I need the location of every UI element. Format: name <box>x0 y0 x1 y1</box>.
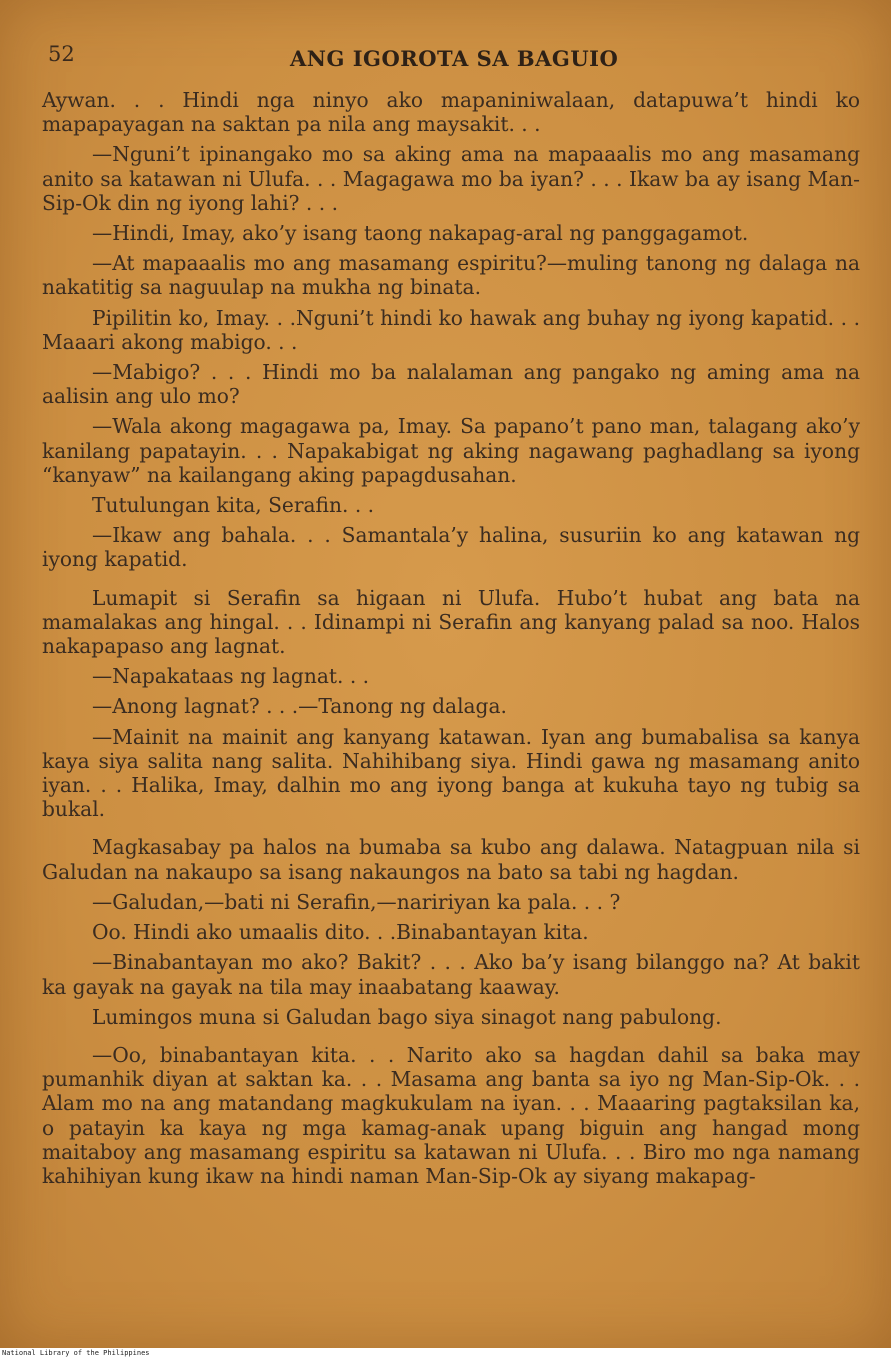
paragraph: —Mabigo? . . . Hindi mo ba nalalaman ang pangako ng aming ama na aalisin ang ulo mo? <box>42 360 860 409</box>
paragraph: —Wala akong magagawa pa, Imay. Sa papano’t pano man, talagang ako’y kanilang papatayin. . . Napakabigat ng aking nagawang paghadlang sa iyong “kanyaw” na kailangang aking papagdusahan. <box>42 414 860 487</box>
paragraph: —Hindi, Imay, ako’y isang taong nakapag-aral ng panggagamot. <box>92 221 749 246</box>
paragraph: Tutulungan kita, Serafin. . . <box>92 493 375 518</box>
paragraph: —Nguni’t ipinangako mo sa aking ama na mapaaalis mo ang masamang anito sa katawan ni Ulufa. . . Magagawa mo ba iyan? . . . Ikaw ba ay isang Man-Sip-Ok din ng iyong lahi? . . . <box>42 142 860 215</box>
paragraph: Magkasabay pa halos na bumaba sa kubo ang dalawa. Natagpuan nila si Galudan na nakaupo sa isang nakaungos na bato sa tabi ng hagdan. <box>42 835 860 884</box>
paragraph: Pipilitin ko, Imay. . .Nguni’t hindi ko hawak ang buhay ng iyong kapatid. . . Maaari akong mabigo. . . <box>42 305 860 354</box>
paragraph: —Anong lagnat? . . .—Tanong ng dalaga. <box>92 694 507 719</box>
library-credit: National Library of the Philippines <box>2 1349 150 1357</box>
page-number: 52 <box>48 42 75 66</box>
running-head: ANG IGOROTA SA BAGUIO <box>290 46 619 71</box>
footer-strip <box>0 1349 891 1358</box>
paragraph: —Napakataas ng lagnat. . . <box>92 664 370 689</box>
paragraph: Aywan. . . Hindi nga ninyo ako mapaniniwalaan, datapuwa’t hindi ko mapapayagan na saktan pa nila ang maysakit. . . <box>42 88 860 137</box>
paragraph: —Ikaw ang bahala. . . Samantala’y halina, susuriin ko ang katawan ng iyong kapatid. <box>42 523 860 572</box>
paragraph: —Binabantayan mo ako? Bakit? . . . Ako ba’y isang bilanggo na? At bakit ka gayak na gayak na tila may inaabatang kaaway. <box>42 950 860 999</box>
body-text <box>42 88 860 1194</box>
paragraph: —Mainit na mainit ang kanyang katawan. Iyan ang bumabalisa sa kanya kaya siya salita nang salita. Nahihibang siya. Hindi gawa ng masamang anito iyan. . . Halika, Imay, dalhin mo ang iyong banga at kukuha tayo ng tubig sa bukal. <box>42 724 860 822</box>
paragraph: Lumingos muna si Galudan bago siya sinagot nang pabulong. <box>92 1004 722 1029</box>
paragraph: —Galudan,—bati ni Serafin,—naririyan ka pala. . . ? <box>92 889 621 914</box>
paragraph: —At mapaaalis mo ang masamang espiritu?—muling tanong ng dalaga na nakatitig sa naguulap na mukha ng binata. <box>42 251 860 300</box>
paragraph: Oo. Hindi ako umaalis dito. . .Binabantayan kita. <box>92 920 589 945</box>
paragraph: —Oo, binabantayan kita. . . Narito ako sa hagdan dahil sa baka may pumanhik diyan at saktan ka. . . Masama ang banta sa iyo ng Man-Sip-Ok. . . Alam mo na ang matandang magkukulam na iyan. . . Maaaring pagtaksilan ka, o patayin ka kaya ng mga kamag-anak upang biguin ang hangad mong maitaboy ang masamang espiritu sa katawan ni Ulufa. . . Biro mo nga namang kahihiyan kung ikaw na hindi naman Man-Sip-Ok ay siyang makapag- <box>42 1042 860 1188</box>
paragraph: Lumapit si Serafin sa higaan ni Ulufa. Hubo’t hubat ang bata na mamalakas ang hingal. . . Idinampi ni Serafin ang kanyang palad sa noo. Halos nakapapaso ang lagnat. <box>42 585 860 659</box>
